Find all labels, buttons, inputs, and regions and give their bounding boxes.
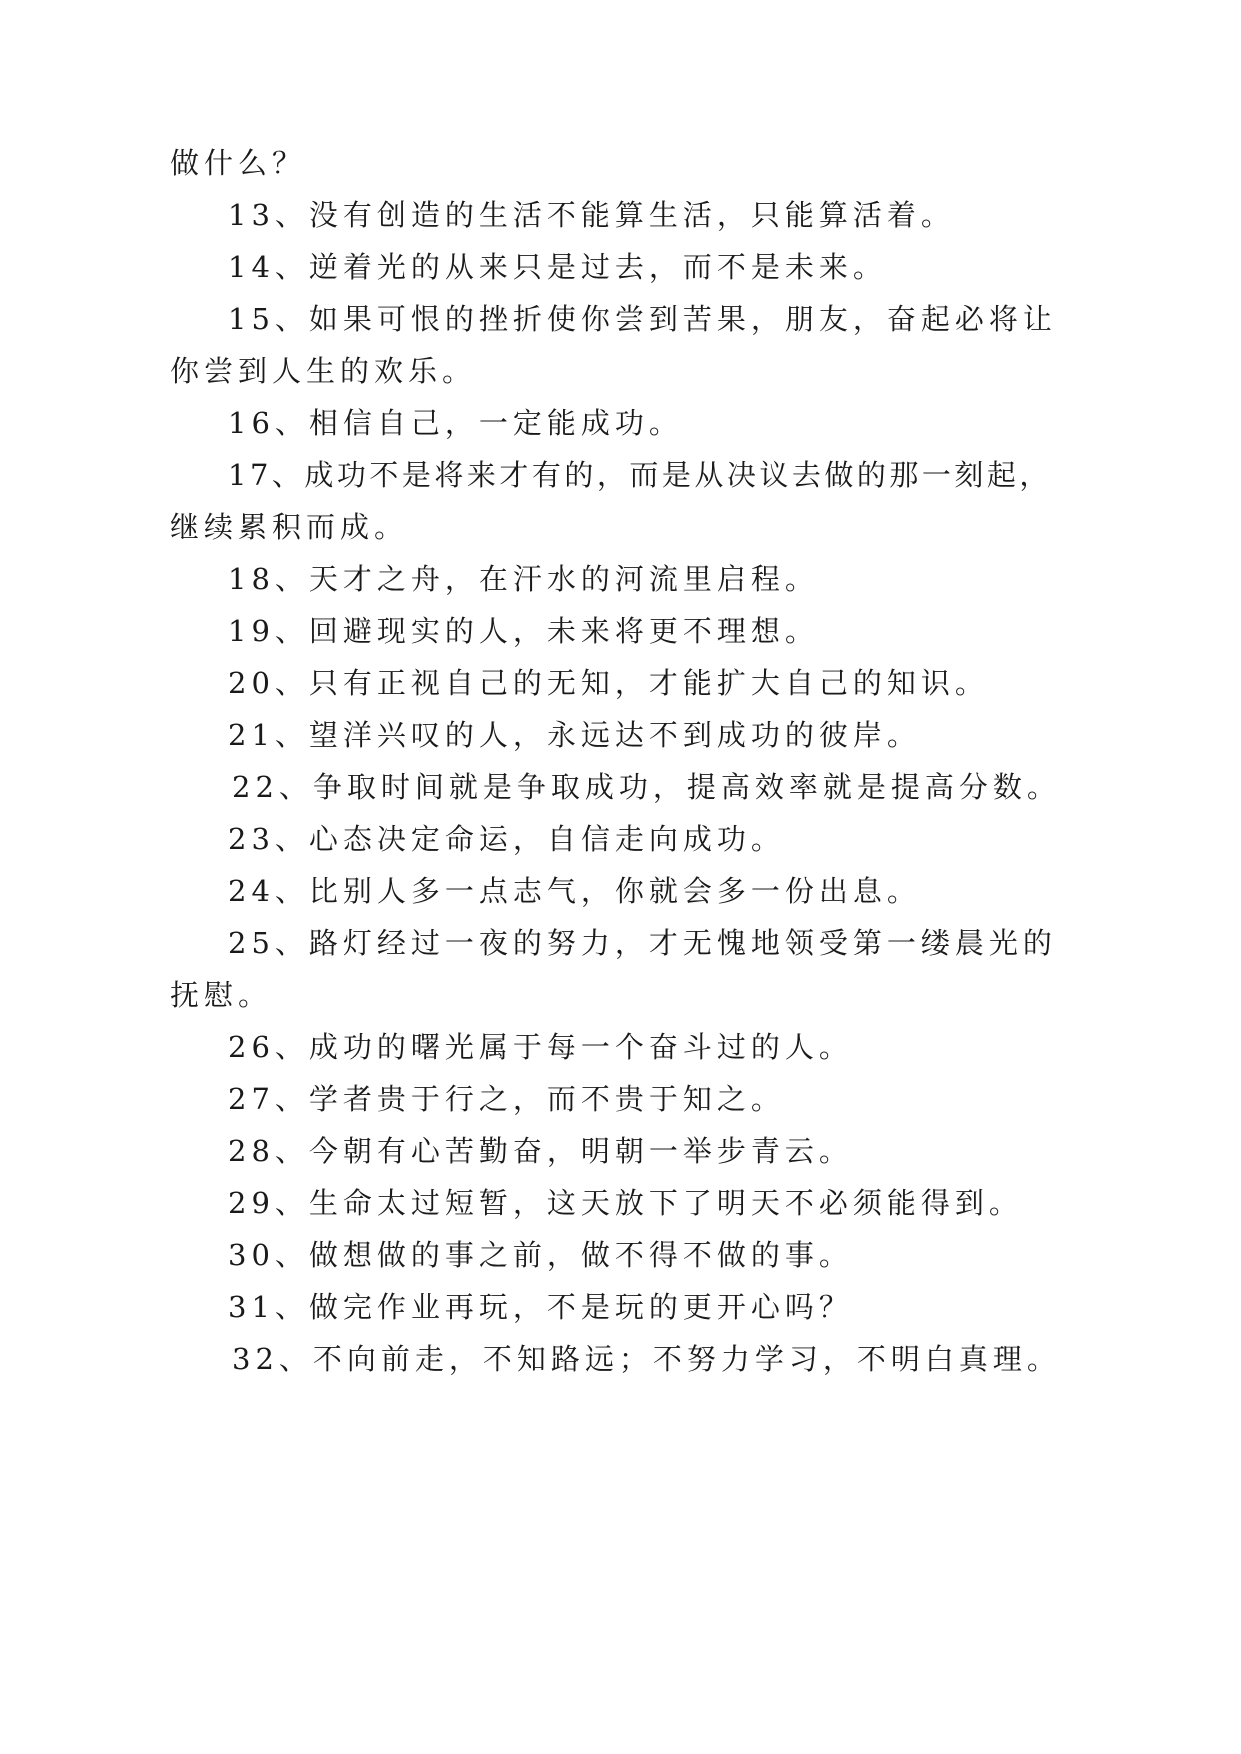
text-line: 24、比别人多一点志气，你就会多一份出息。 <box>228 874 921 908</box>
text-line: 你尝到人生的欢乐。 <box>170 354 477 388</box>
text-line: 15、如果可恨的挫折使你尝到苦果，朋友，奋起必将让 <box>228 302 1057 336</box>
text-line: 13、没有创造的生活不能算生活，只能算活着。 <box>228 198 955 232</box>
text-line: 30、做想做的事之前，做不得不做的事。 <box>228 1238 853 1272</box>
text-line: 20、只有正视自己的无知，才能扩大自己的知识。 <box>228 666 989 700</box>
text-line: 31、做完作业再玩，不是玩的更开心吗？ <box>228 1290 853 1324</box>
text-line: 继续累积而成。 <box>170 510 409 544</box>
text-line: 25、路灯经过一夜的努力，才无愧地领受第一缕晨光的 <box>228 926 1057 960</box>
text-line: 抚慰。 <box>170 978 273 1012</box>
text-line: 23、心态决定命运，自信走向成功。 <box>228 822 785 856</box>
text-line: 32、不向前走，不知路远；不努力学习，不明白真理。 <box>232 1342 1061 1376</box>
text-line: 27、学者贵于行之，而不贵于知之。 <box>228 1082 785 1116</box>
text-line: 16、相信自己，一定能成功。 <box>228 406 683 440</box>
text-line: 29、生命太过短暂，这天放下了明天不必须能得到。 <box>228 1186 1023 1220</box>
text-line: 28、今朝有心苦勤奋，明朝一举步青云。 <box>228 1134 853 1168</box>
text-line: 21、望洋兴叹的人，永远达不到成功的彼岸。 <box>228 718 921 752</box>
text-line: 17、成功不是将来才有的，而是从决议去做的那一刻起， <box>228 458 1052 492</box>
text-line: 22、争取时间就是争取成功，提高效率就是提高分数。 <box>232 770 1061 804</box>
text-line: 18、天才之舟，在汗水的河流里启程。 <box>228 562 819 596</box>
text-line: 14、逆着光的从来只是过去，而不是未来。 <box>228 250 887 284</box>
text-line: 26、成功的曙光属于每一个奋斗过的人。 <box>228 1030 853 1064</box>
text-line: 做什么？ <box>170 146 307 180</box>
text-line: 19、回避现实的人，未来将更不理想。 <box>228 614 819 648</box>
